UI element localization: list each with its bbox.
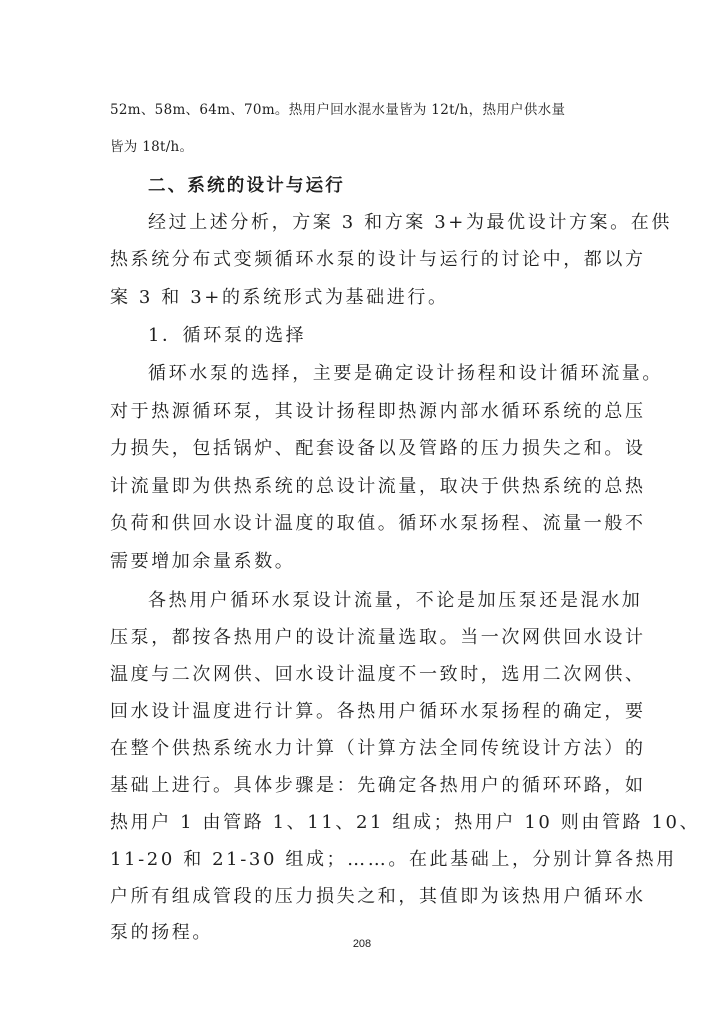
- page-number: 208: [352, 938, 372, 950]
- text-line-2: 皆为 18t/h。: [110, 139, 194, 155]
- paragraph-line: 各热用户循环水泵设计流量，不论是加压泵还是混水加: [148, 590, 643, 611]
- paragraph-line: 计流量即为供热系统的总设计流量，取决于供热系统的总热: [110, 476, 646, 497]
- section-heading: 二、系统的设计与运行: [148, 176, 345, 196]
- text-line-1: 52m、58m、64m、70m。热用户回水混水量皆为 12t/h，热用户供水量: [110, 102, 566, 118]
- paragraph-line: 回水设计温度进行计算。各热用户循环水泵扬程的确定，要: [110, 701, 646, 722]
- paragraph-line: 压泵，都按各热用户的设计流量选取。当一次网供回水设计: [110, 627, 646, 648]
- paragraph-line: 循环水泵的选择，主要是确定设计扬程和设计循环流量。: [148, 363, 663, 384]
- paragraph-line: 热用户 1 由管路 1、11、21 组成；热用户 10 则由管路 10、: [110, 812, 701, 833]
- paragraph-line: 在整个供热系统水力计算（计算方法全同传统设计方法）的: [110, 738, 646, 759]
- paragraph-line: 案 3 和 3+的系统形式为基础进行。: [110, 287, 449, 308]
- paragraph-line: 热系统分布式变频循环水泵的设计与运行的讨论中，都以方: [110, 249, 646, 270]
- paragraph-line: 经过上述分析，方案 3 和方案 3+为最优设计方案。在供: [148, 212, 672, 233]
- paragraph-line: 基础上进行。具体步骤是：先确定各热用户的循环环路，如: [110, 775, 646, 796]
- paragraph-line: 负荷和供回水设计温度的取值。循环水泵扬程、流量一般不: [110, 513, 646, 534]
- paragraph-line: 温度与二次网供、回水设计温度不一致时，选用二次网供、: [110, 664, 646, 685]
- subsection-heading: 1．循环泵的选择: [148, 325, 307, 346]
- paragraph-line: 对于热源循环泵，其设计扬程即热源内部水循环系统的总压: [110, 401, 646, 422]
- paragraph-line: 需要增加余量系数。: [110, 551, 296, 572]
- paragraph-line: 户所有组成管段的压力损失之和，其值即为该热用户循环水: [110, 886, 646, 907]
- paragraph-line: 泵的扬程。: [110, 922, 213, 943]
- paragraph-line: 力损失，包括锅炉、配套设备以及管路的压力损失之和。设: [110, 438, 646, 459]
- paragraph-line: 11-20 和 21-30 组成；……。在此基础上，分别计算各热用: [110, 849, 677, 870]
